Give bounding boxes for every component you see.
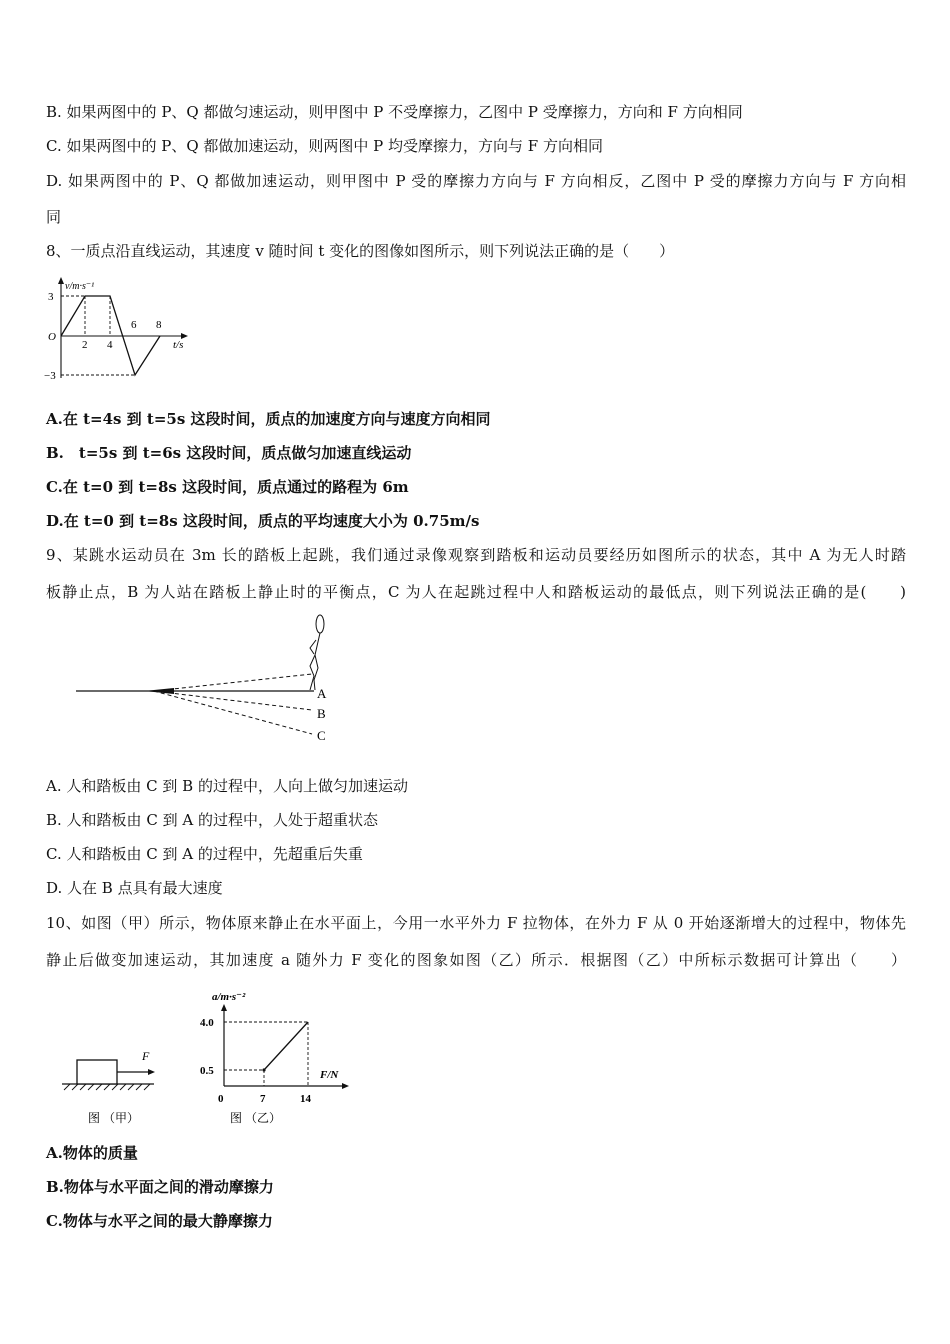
vt-graph [44,276,204,386]
q10-stem-line1: 10、如图（甲）所示，物体原来静止在水平面上，今用一水平外力 F 拉物体，在外力 F 从 0 开始逐渐增大的过程中，物体先 [46,914,906,932]
q8-option-b: B. t=5s 到 t=6s 这段时间，质点做匀加速直线运动 [46,444,412,462]
q7-option-d-line2: 同 [46,208,62,226]
figure-yi-graph [196,984,356,1134]
q9-option-a: A. 人和踏板由 C 到 B 的过程中，人向上做匀加速运动 [46,777,408,795]
q8-option-d: D.在 t=0 到 t=8s 这段时间，质点的平均速度大小为 0.75m/s [46,512,480,530]
yi-ytick-4: 4.0 [200,1017,214,1029]
figure-jia-block [58,1044,168,1134]
yi-xtick-14: 14 [300,1093,311,1105]
q9-option-b: B. 人和踏板由 C 到 A 的过程中，人处于超重状态 [46,811,378,829]
yi-xtick-7: 7 [260,1093,266,1105]
q9-option-d: D. 人在 B 点具有最大速度 [46,879,223,897]
board-label-c: C [317,728,326,743]
vt-xtick-2: 2 [82,339,88,351]
q9-option-c: C. 人和踏板由 C 到 A 的过程中，先超重后失重 [46,845,363,863]
q7-option-d-line1: D. 如果两图中的 P、Q 都做加速运动，则甲图中 P 受的摩擦力方向与 F 方向相反，乙图中 P 受的摩擦力方向与 F 方向相 [46,172,906,190]
vt-xtick-8: 8 [156,319,162,331]
q8-option-a: A.在 t=4s 到 t=5s 这段时间，质点的加速度方向与速度方向相同 [46,410,491,428]
vt-origin: O [48,331,56,343]
q10-stem-line2: 静止后做变加速运动，其加速度 a 随外力 F 变化的图象如图（乙）所示．根据图（乙）中所标示数据可计算出（ ） [46,951,906,969]
vt-xlabel: t/s [173,339,184,351]
q10-option-b: B.物体与水平面之间的滑动摩擦力 [46,1178,274,1196]
board-label-b: B [317,706,326,721]
q7-option-c: C. 如果两图中的 P、Q 都做加速运动，则两图中 P 均受摩擦力，方向与 F 方向相同 [46,137,603,155]
jia-force-label: F [142,1049,150,1063]
vt-xtick-6: 6 [131,319,137,331]
q10-option-c: C.物体与水平之间的最大静摩擦力 [46,1212,273,1230]
yi-ylabel: a/m·s⁻² [212,991,246,1003]
q8-stem: 8、一质点沿直线运动，其速度 v 随时间 t 变化的图像如图所示，则下列说法正确的是（ ） [46,242,675,260]
yi-ytick-05: 0.5 [200,1065,214,1077]
jia-caption: 图 （甲） [88,1111,140,1125]
vt-ytick-neg3: −3 [44,370,56,382]
diving-board-figure [74,610,344,750]
vt-ytick-3: 3 [48,291,54,303]
q9-stem-line2: 板静止点，B 为人站在踏板上静止时的平衡点，C 为人在起跳过程中人和踏板运动的最低点，则下列说法正确的是( ) [46,583,906,601]
yi-caption: 图 （乙） [230,1111,282,1125]
yi-xlabel: F/N [320,1069,339,1081]
vt-ylabel: v/m·s⁻¹ [65,281,95,292]
board-label-a: A [317,686,327,701]
vt-xtick-4: 4 [107,339,113,351]
yi-origin: 0 [218,1093,224,1105]
q9-stem-line1: 9、某跳水运动员在 3m 长的踏板上起跳，我们通过录像观察到踏板和运动员要经历如图所示的状态，其中 A 为无人时踏 [46,546,906,564]
q8-option-c: C.在 t=0 到 t=8s 这段时间，质点通过的路程为 6m [46,478,409,496]
q10-option-a: A.物体的质量 [46,1144,138,1162]
q7-option-b: B. 如果两图中的 P、Q 都做匀速运动，则甲图中 P 不受摩擦力，乙图中 P 受摩擦力，方向和 F 方向相同 [46,103,743,121]
